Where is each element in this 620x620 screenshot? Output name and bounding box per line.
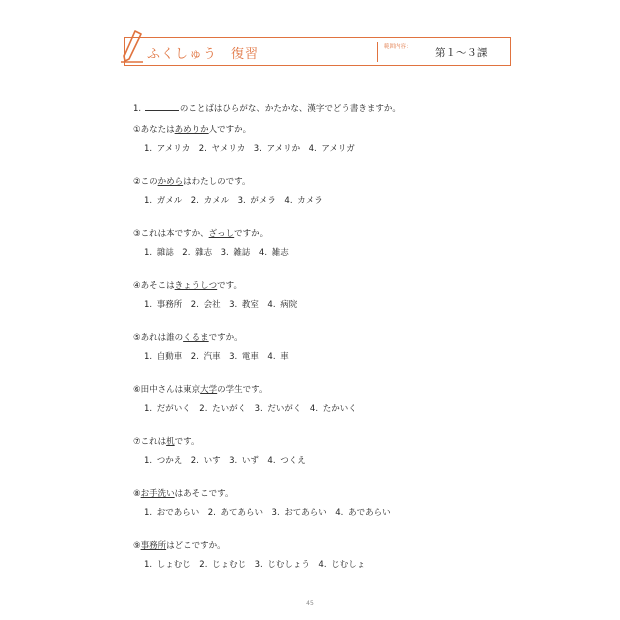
instruction-text: のことばはひらがな、かたかな、漢字でどう書きますか。 [179, 104, 401, 114]
page-number: 45 [306, 600, 314, 607]
lesson-range: 第１～３課 [435, 47, 488, 59]
question-item [133, 436, 513, 488]
question-item [133, 332, 513, 384]
question-stem: ⑥田中さんは東京大学の学生です。 [133, 385, 268, 395]
target-word: あめりか [174, 125, 209, 135]
answer-choices: 1. だがいく 2. たいがく 3. だいがく 4. たかいく [144, 404, 357, 414]
question-number: ⑨ [133, 541, 141, 551]
answer-choices: 1. 事務所 2. 会社 3. 教室 4. 病院 [144, 300, 298, 310]
target-word: 大学 [200, 385, 218, 395]
question-stem: ②このかめらはわたしのです。 [133, 177, 251, 187]
question-item [133, 540, 513, 592]
target-word: お手洗い [140, 489, 175, 499]
question-stem: ⑧お手洗いはあそこです。 [133, 489, 234, 499]
target-word: かめら [157, 177, 184, 187]
question-number: ② [133, 177, 141, 187]
question-item [133, 384, 513, 436]
question-item [133, 280, 513, 332]
question-number: ③ [133, 229, 141, 239]
target-word: きょうしつ [174, 281, 218, 291]
exercise-number: 1. [133, 104, 142, 114]
pencil-icon [119, 29, 145, 63]
answer-choices: 1. 雜誌 2. 雜志 3. 雑誌 4. 雑志 [144, 248, 289, 258]
question-stem: ⑦これは机です。 [133, 437, 200, 447]
exercise-instruction [133, 102, 513, 114]
question-number: ④ [133, 281, 141, 291]
question-number: ⑥ [133, 385, 141, 395]
target-word: 事務所 [140, 541, 167, 551]
answer-choices: 1. つかえ 2. いす 3. いず 4. つくえ [144, 456, 306, 466]
range-label: 範囲内容： [384, 44, 412, 50]
question-stem: ⑤あれは誰のくるまですか。 [133, 333, 243, 343]
answer-choices: 1. ガメル 2. カメル 3. がメラ 4. カメラ [144, 196, 323, 206]
question-stem: ⑨事務所はどこですか。 [133, 541, 226, 551]
header-divider [377, 42, 378, 62]
answer-choices: 1. 自動車 2. 汽車 3. 電車 4. 車 [144, 352, 289, 362]
question-item [133, 176, 513, 228]
answer-choices: 1. おであらい 2. あてあらい 3. おてあらい 4. あであらい [144, 508, 391, 518]
question-number: ⑤ [133, 333, 141, 343]
answer-choices: 1. アメリカ 2. ヤメリカ 3. アメリか 4. アメリガ [144, 144, 355, 154]
question-number: ⑦ [133, 437, 141, 447]
review-title: ふくしゅう 復習 [147, 47, 260, 62]
answer-choices: 1. しょむじ 2. じょむじ 3. じむしょう 4. じむしょ [144, 560, 366, 570]
question-number: ⑧ [133, 489, 141, 499]
question-number: ① [133, 125, 141, 135]
question-item [133, 488, 513, 540]
question-stem: ④あそこはきょうしつです。 [133, 281, 242, 291]
target-word: ざっし [208, 229, 235, 239]
question-stem: ③これは本ですか、ざっしですか。 [133, 229, 269, 239]
question-stem: ①あなたはあめりか人ですか。 [133, 125, 252, 135]
exercise-content [133, 102, 513, 592]
target-word: くるま [183, 333, 209, 343]
question-item [133, 124, 513, 176]
section-header [124, 37, 511, 66]
target-word: 机 [166, 437, 175, 447]
question-item [133, 228, 513, 280]
answer-blank [145, 102, 179, 111]
